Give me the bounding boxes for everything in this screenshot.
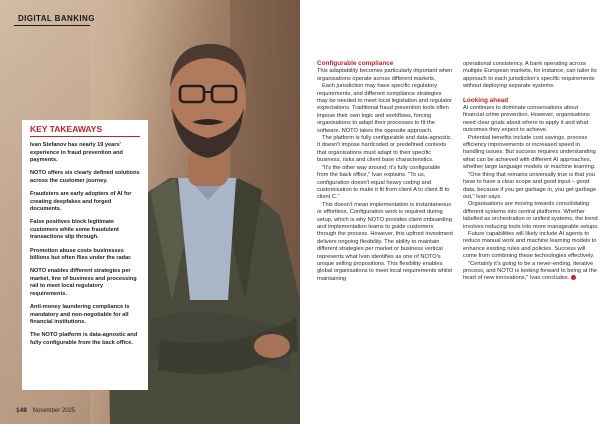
article-column-2: [463, 61, 599, 283]
paragraph: This adaptability becomes particularly important when organisations operate across different markets.: [317, 68, 453, 82]
paragraph: This doesn't mean implementation is instantaneous or effortless. Configuration work is required during setup, which is why NOTO provides client onboarding and implementation teams to guide customers through the process. However, this upfront investment delivers ongoing flexibility. The ability to maintain different strategies per market or business vertical represents what Ivan identifies as one of NOTO's unique selling propositions. This flexibility enables global organisations to meet local requirements whilst maintaining: [317, 201, 453, 282]
paragraph: Future capabilities will likely include AI agents to reduce manual work and machine learning models to enhance existing rules and policies. Success will come from combining these technologies effectively.: [463, 230, 597, 260]
subheading-configurable-compliance: Configurable compliance: [317, 60, 394, 67]
key-takeaways-title: KEY TAKEAWAYS: [30, 124, 103, 134]
paragraph: "It's the other way around; it's fully configurable from the back office," Ivan explains. "To us, configuration doesn't equal heavy coding and customisation to make it fit from client A to client B to client C.": [317, 164, 450, 201]
takeaway-item: Fraudsters are early adopters of AI for creating deepfakes and forged documents.: [30, 191, 132, 213]
takeaway-item: Anti-money laundering compliance is mandatory and non-negotiable for all financial institutions.: [30, 304, 130, 325]
page-number: 148: [16, 407, 27, 414]
paragraph: Organisations are moving towards consolidating different systems into central platforms. Whether labelled as orchestration or unified systems, the trend involves reducing tools into more manageable setups.: [463, 201, 599, 230]
takeaway-item: Ivan Stefanov has nearly 19 years' experience in fraud prevention and payments.: [30, 142, 123, 163]
takeaways-rule: [30, 136, 140, 137]
takeaway-item: Promotion abuse costs businesses billions but often flies under the radar.: [30, 247, 132, 262]
paragraph: AI continues to dominate conversations about financial crime prevention. However, organisations need clear goals about where to apply it and what outcomes they expect to achieve.: [463, 105, 590, 134]
final-paragraph-text: "Certainly it's going to be a never-ending, iterative process, and NOTO is looking forward to being at the heart of new innovations," Ivan concludes.: [463, 260, 597, 282]
paragraph: Each jurisdiction may have specific regulatory requirements, and different compliance strategies may be needed to meet local legislation and regulator expectations. Traditional fraud prevention tools often impose their own logic and workflows, forcing organisations to adapt their processes to fit the software. NOTO takes the opposite approach.: [317, 83, 453, 134]
key-takeaways-box: [22, 120, 148, 390]
takeaway-item: NOTO enables different strategies per market, line of business and processing rail to meet local regulatory requirements.: [30, 268, 137, 297]
article-column-1: [317, 60, 453, 283]
section-rule: [14, 25, 90, 26]
paragraph-final: [463, 261, 599, 283]
paragraph: "One thing that remains universally true is that you have to have a clear scope and good input – good data, because if you get garbage in, you get garbage out," Ivan says.: [463, 171, 597, 200]
issue-date: November 2025: [32, 408, 76, 414]
section-label: DIGITAL BANKING: [18, 14, 95, 23]
takeaway-item: The NOTO platform is data-agnostic and fully configurable from the back office.: [30, 332, 138, 346]
takeaway-item: False positives block legitimate customers while some fraudulent transactions slip through.: [30, 219, 119, 241]
paragraph: operational consistency. A bank operating across multiple European markets, for instance, can tailor its approach to each jurisdiction's specific requirements without deploying separate systems.: [463, 61, 597, 90]
takeaway-item: NOTO offers six clearly defined solutions across the customer journey.: [30, 170, 140, 184]
page-folio: [16, 407, 75, 414]
paragraph: Potential benefits include cost savings, process efficiency improvements or increased speed in handling issues. But success requires understanding what can be achieved with different AI approaches, whether large language models or machine learning.: [463, 134, 596, 171]
paragraph: The platform is fully configurable and data-agnostic. It doesn't impose hardcoded or predefined contexts that organisations must adapt to their specific business, risks and client base characteristics.: [317, 135, 453, 164]
end-of-article-icon: [571, 275, 576, 280]
subheading-looking-ahead: Looking ahead: [463, 96, 509, 104]
